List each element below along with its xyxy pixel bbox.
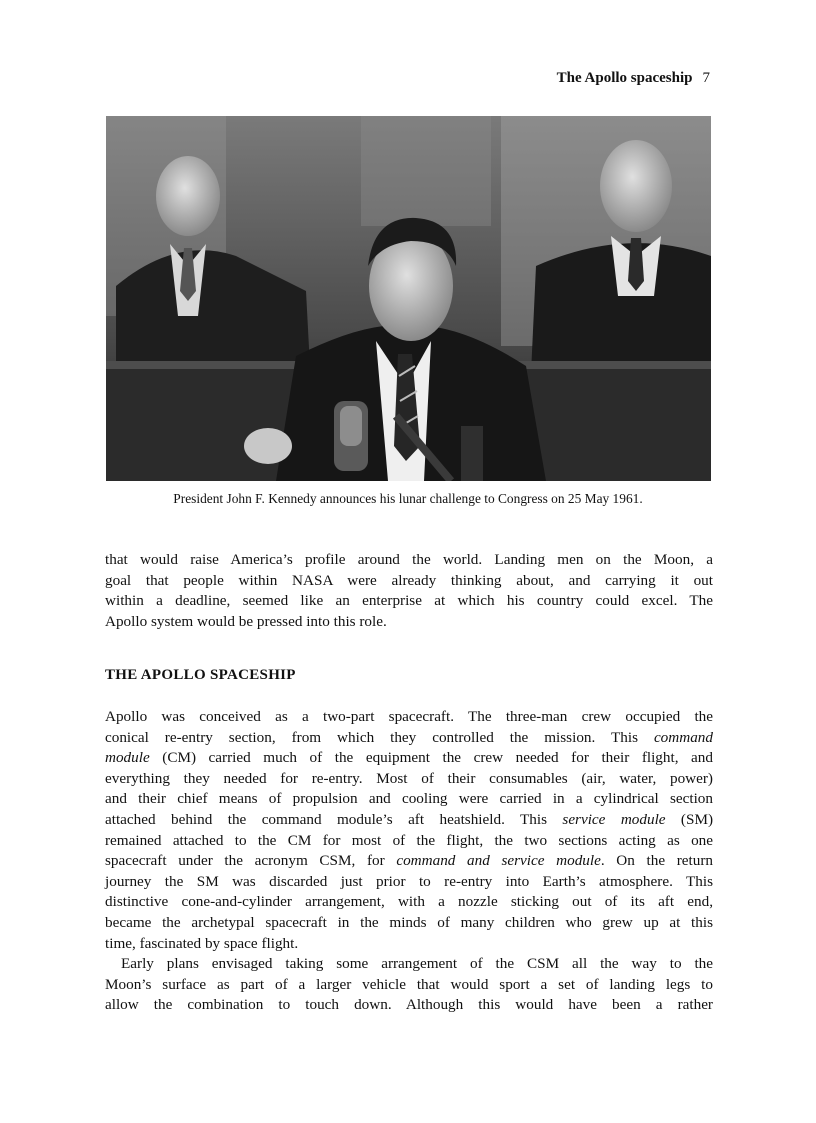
text-segment: spacecraft under the acronym CSM, for	[105, 852, 397, 870]
italic-term-command-module: command	[653, 728, 713, 746]
paragraph-1	[105, 550, 713, 632]
figure-caption: President John F. Kennedy announces his lunar challenge to Congress on 25 May 1961.	[173, 491, 643, 506]
page-number: 7	[702, 70, 710, 86]
text-segment: (SM)	[665, 810, 714, 828]
text-line: time, fascinated by space flight.	[105, 934, 299, 952]
text-line: Apollo system would be pressed into this role.	[105, 612, 387, 630]
text-line: allow the combination to touch down. Although this would have been a rather	[105, 996, 713, 1014]
text-line	[105, 748, 713, 769]
text-segment: (CM) carried much of the equipment the crew needed for their flight, and	[149, 749, 713, 767]
text-segment: conical re-entry section, from which they controlled the mission. This	[105, 728, 638, 746]
text-line: everything they needed for re-entry. Most of their consumables (air, water, power)	[105, 769, 713, 787]
text-line: within a deadline, seemed like an enterprise at which his country could excel. The	[105, 592, 713, 610]
text-segment: attached behind the command module’s aft heatshield. This	[105, 810, 563, 828]
kennedy-photograph	[106, 116, 711, 481]
text-line: that would raise America’s profile around the world. Landing men on the Moon, a	[105, 551, 713, 568]
italic-term-csm: command and service module	[396, 852, 601, 870]
text-line: distinctive cone-and-cylinder arrangement, with a nozzle sticking out of its aft end,	[105, 893, 713, 911]
text-line: remained attached to the CM for most of the flight, the two sections acting as one	[105, 831, 713, 849]
text-line: goal that people within NASA were already thinking about, and carrying it out	[105, 571, 713, 589]
italic-term-service-module: service module	[562, 810, 666, 828]
text-segment: . On the return	[600, 852, 713, 870]
text-line	[105, 728, 713, 749]
text-line: became the archetypal spacecraft in the minds of many children who grew up at this	[105, 913, 713, 931]
running-head	[557, 70, 710, 87]
text-line: Early plans envisaged taking some arrangement of the CSM all the way to the	[121, 955, 713, 973]
text-line: journey the SM was discarded just prior to re-entry into Earth’s atmosphere. This	[105, 872, 713, 890]
italic-term-command-module: module	[105, 749, 150, 767]
text-line: and their chief means of propulsion and cooling were carried in a cylindrical section	[105, 790, 713, 808]
section-heading: THE APOLLO SPACESHIP	[105, 667, 296, 683]
text-line	[105, 810, 713, 831]
paragraph-2	[105, 707, 713, 1016]
text-line: Moon’s surface as part of a larger vehicle that would sport a set of landing legs to	[105, 975, 713, 993]
running-title: The Apollo spaceship	[556, 70, 693, 86]
text-line: Apollo was conceived as a two-part spacecraft. The three-man crew occupied the	[105, 708, 713, 725]
text-line	[105, 851, 713, 872]
